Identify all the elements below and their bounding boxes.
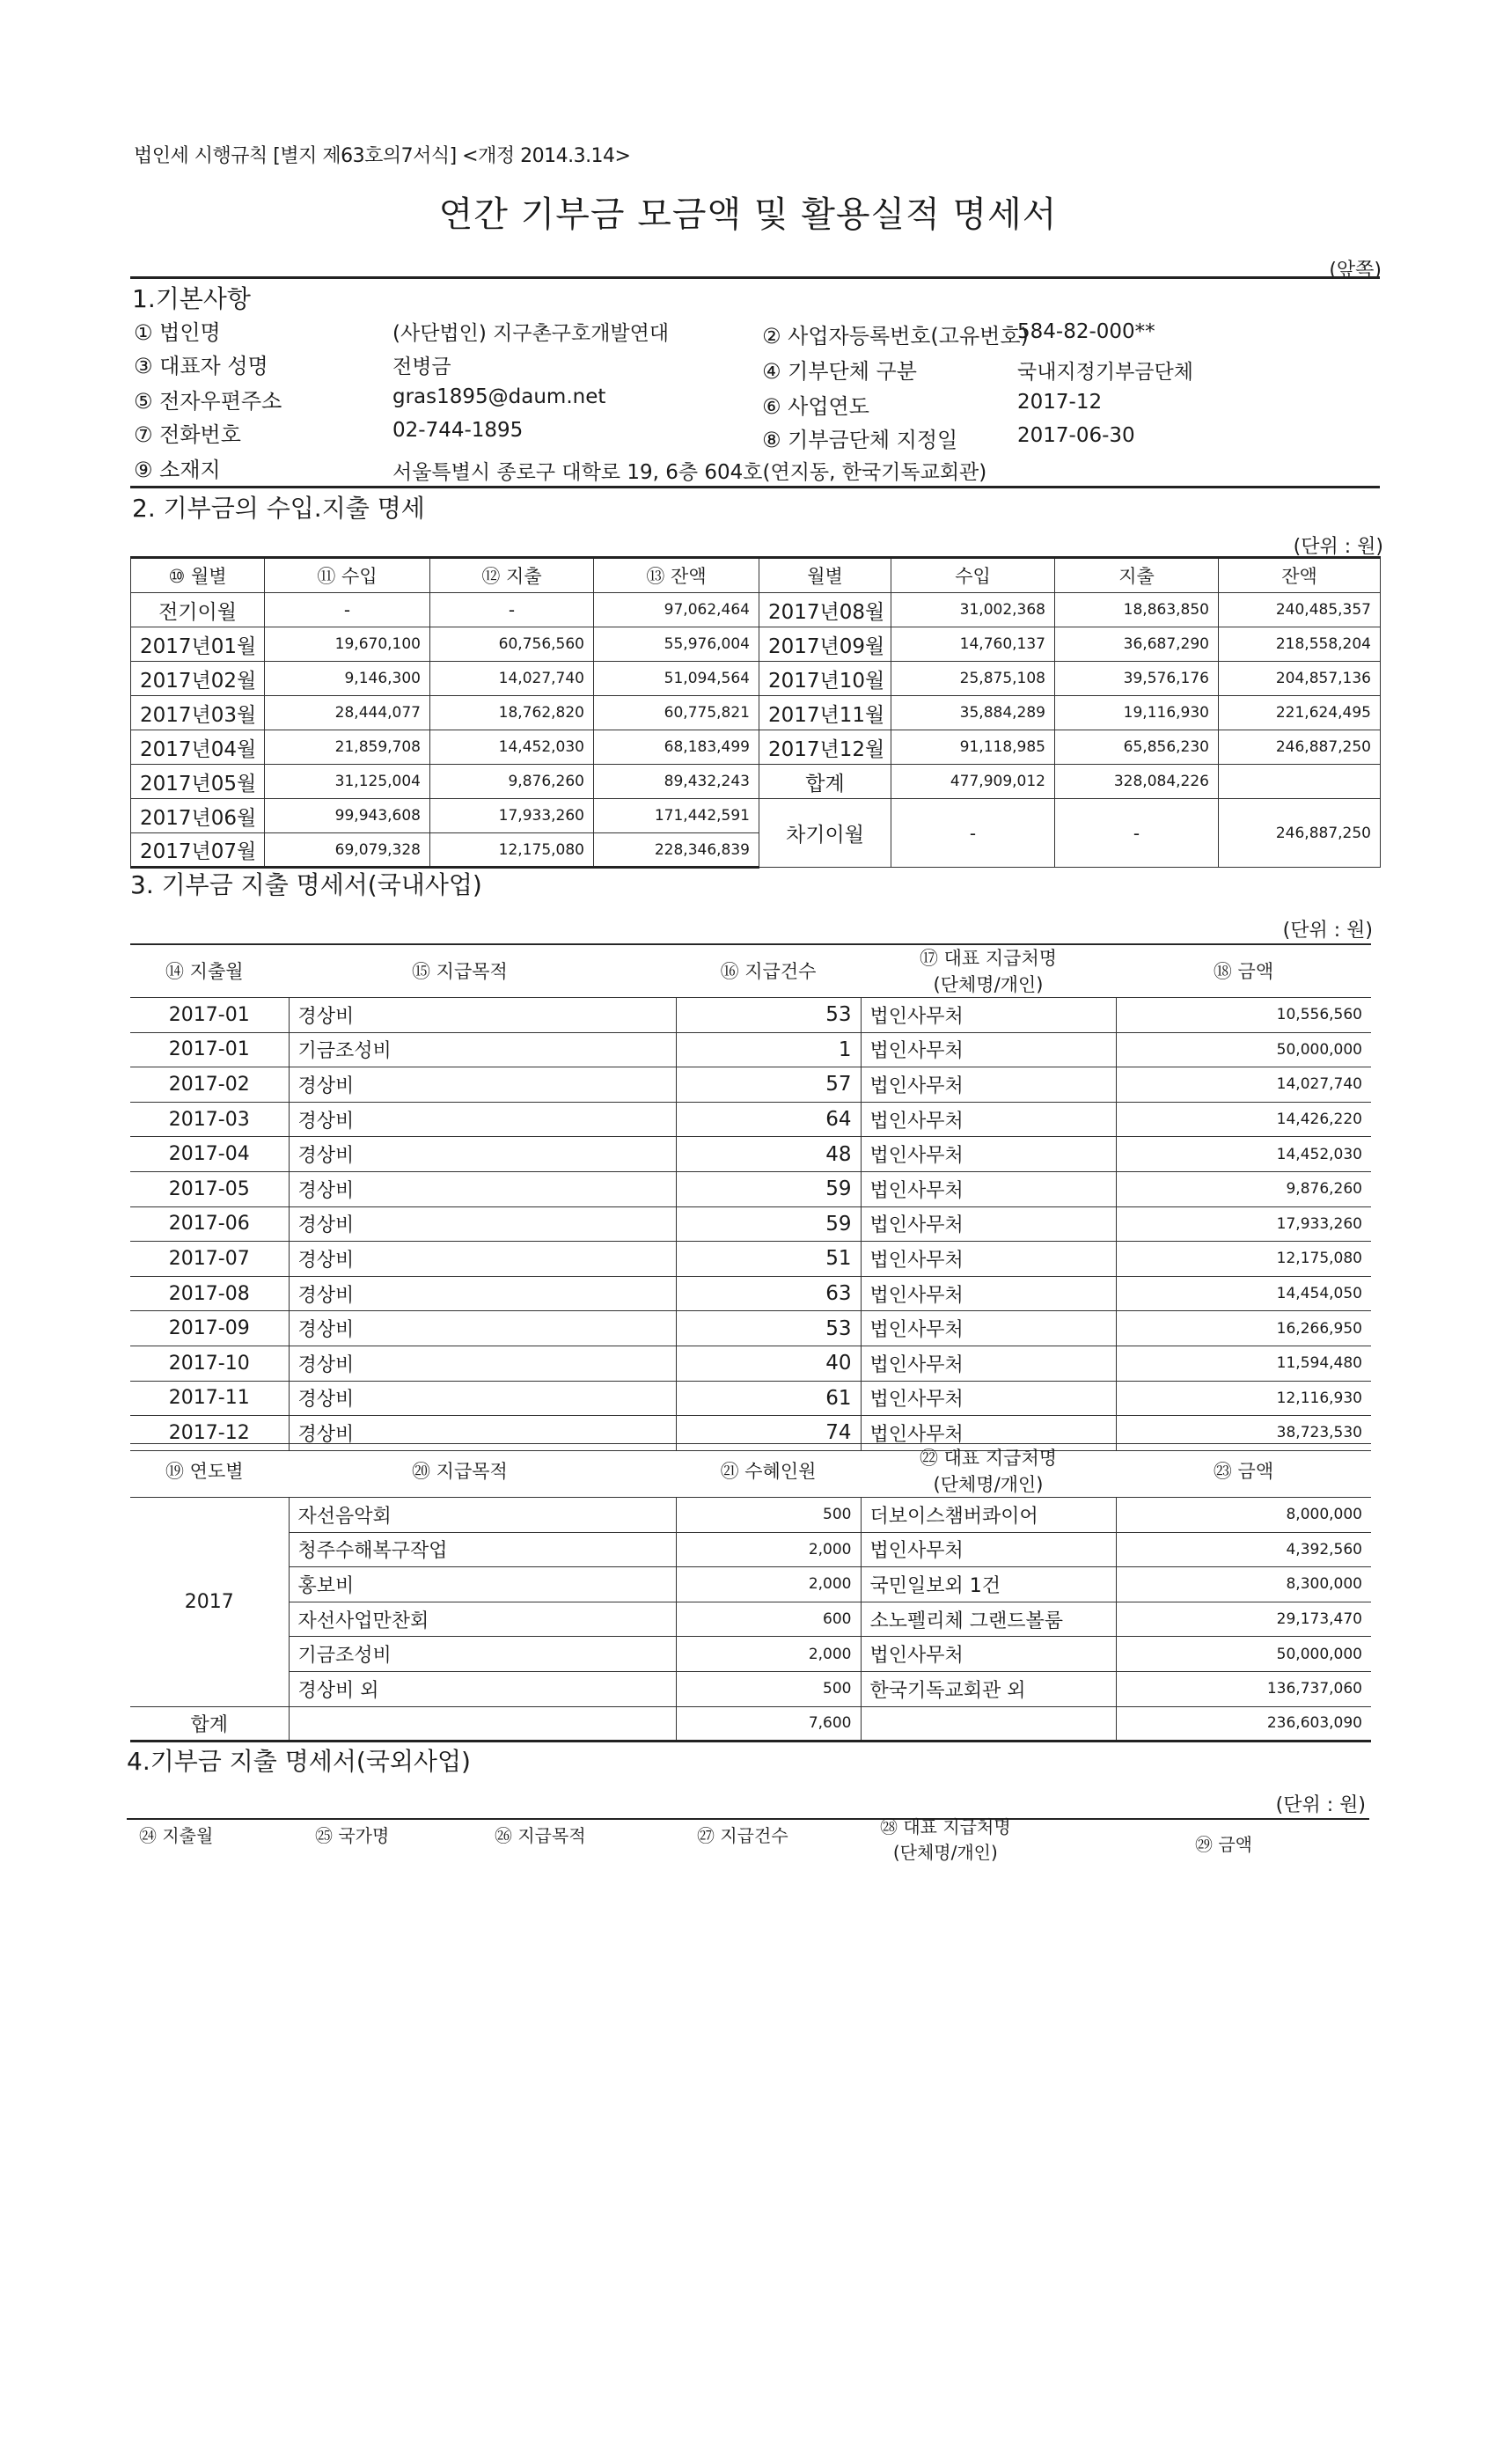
- income-cell: 31,125,004: [265, 765, 430, 799]
- expense-cell: 60,756,560: [430, 627, 594, 662]
- column-header: ㉔ 지출월: [139, 1825, 214, 1846]
- total-beneficiaries-cell: 7,600: [676, 1706, 861, 1742]
- total-row: [130, 1706, 1371, 1742]
- yearly-expense-table: [130, 1443, 1371, 1742]
- table-row: [130, 1637, 1371, 1672]
- count-cell: 53: [676, 998, 861, 1033]
- field-value: 서울특별시 종로구 대학로 19, 6층 604호(연지동, 한국기독교회관): [392, 461, 987, 484]
- amount-cell: 8,300,000: [1116, 1567, 1371, 1602]
- count-cell: 51: [676, 1242, 861, 1277]
- payee-cell: 소노펠리체 그랜드볼룸: [861, 1602, 1116, 1637]
- expense-cell: 14,027,740: [430, 662, 594, 696]
- amount-cell: 50,000,000: [1116, 1637, 1371, 1672]
- column-header: ⑱ 금액: [1116, 944, 1371, 998]
- purpose-cell: 경상비 외: [289, 1671, 676, 1706]
- total-label-cell: 합계: [130, 1706, 289, 1742]
- month-cell: 2017년10월: [759, 662, 891, 696]
- column-header: ㉖ 지급목적: [495, 1825, 586, 1846]
- income-cell: 99,943,608: [265, 799, 430, 833]
- purpose-cell: 경상비: [289, 1416, 676, 1451]
- unit-label: (단위 : 원): [1282, 920, 1373, 942]
- section1-title: 1.기본사항: [132, 284, 251, 313]
- payee-cell: 법인사무처: [861, 1416, 1116, 1451]
- expense-cell: 36,687,290: [1055, 627, 1219, 662]
- field-value: 전병금: [392, 356, 451, 378]
- purpose-cell: 경상비: [289, 1137, 676, 1172]
- amount-cell: 8,000,000: [1116, 1498, 1371, 1533]
- header-line: (단체명/개인): [892, 1842, 998, 1863]
- empty-cell: [289, 1706, 676, 1742]
- month-cell: 2017-02: [130, 1067, 289, 1103]
- expense-cell: -: [430, 593, 594, 627]
- balance-cell: 51,094,564: [594, 662, 759, 696]
- table-header-row: [130, 944, 1371, 998]
- count-cell: 48: [676, 1137, 861, 1172]
- balance-cell: 221,624,495: [1219, 696, 1381, 730]
- amount-cell: 14,027,740: [1116, 1067, 1371, 1103]
- field-value: 2017-06-30: [1017, 424, 1135, 447]
- payee-cell: 법인사무처: [861, 1311, 1116, 1346]
- beneficiaries-cell: 600: [676, 1602, 861, 1637]
- beneficiaries-cell: 2,000: [676, 1532, 861, 1567]
- month-cell: 2017년01월: [131, 627, 265, 662]
- table-row: [130, 1602, 1371, 1637]
- column-header: 수입: [891, 558, 1055, 593]
- divider: [127, 1818, 1369, 1820]
- purpose-cell: 청주수해복구작업: [289, 1532, 676, 1567]
- payee-cell: 법인사무처: [861, 1067, 1116, 1103]
- beneficiaries-cell: 500: [676, 1498, 861, 1533]
- month-cell: 2017-12: [130, 1416, 289, 1451]
- balance-cell: 204,857,136: [1219, 662, 1381, 696]
- column-header: 잔액: [1219, 558, 1381, 593]
- amount-cell: 14,426,220: [1116, 1102, 1371, 1137]
- purpose-cell: 경상비: [289, 1381, 676, 1416]
- table-row: [131, 799, 1381, 833]
- payee-cell: 법인사무처: [861, 1637, 1116, 1672]
- column-header: [861, 944, 1116, 998]
- balance-cell: 60,775,821: [594, 696, 759, 730]
- income-cell: 9,146,300: [265, 662, 430, 696]
- page-side-label: (앞쪽): [1329, 260, 1382, 282]
- balance-cell: 228,346,839: [594, 833, 759, 868]
- month-cell: 2017년08월: [759, 593, 891, 627]
- table-row: [130, 1567, 1371, 1602]
- amount-cell: 16,266,950: [1116, 1311, 1371, 1346]
- field-label: ⑦ 전화번호: [134, 422, 241, 447]
- table-row: [130, 1311, 1371, 1346]
- purpose-cell: 경상비: [289, 1311, 676, 1346]
- table-row: [130, 1206, 1371, 1242]
- table-row: [131, 593, 1381, 627]
- table-row: [130, 1067, 1371, 1103]
- month-cell: 전기이월: [131, 593, 265, 627]
- column-header: ⑭ 지출월: [130, 944, 289, 998]
- column-header: ㉓ 금액: [1116, 1444, 1371, 1498]
- expense-cell: 9,876,260: [430, 765, 594, 799]
- month-cell: 2017-10: [130, 1346, 289, 1381]
- month-cell: 2017년09월: [759, 627, 891, 662]
- carry-forward-label: 차기이월: [759, 799, 891, 868]
- month-cell: 2017-11: [130, 1381, 289, 1416]
- purpose-cell: 경상비: [289, 1102, 676, 1137]
- total-balance-cell: [1219, 765, 1381, 799]
- payee-cell: 법인사무처: [861, 1381, 1116, 1416]
- purpose-cell: 경상비: [289, 1206, 676, 1242]
- column-header: [861, 1444, 1116, 1498]
- month-cell: 2017년05월: [131, 765, 265, 799]
- income-cell: 19,670,100: [265, 627, 430, 662]
- balance-cell: 68,183,499: [594, 730, 759, 765]
- payee-cell: 더보이스챔버콰이어: [861, 1498, 1116, 1533]
- table-row: [130, 1171, 1371, 1206]
- table-row: [131, 627, 1381, 662]
- expense-cell: 65,856,230: [1055, 730, 1219, 765]
- field-value: 02-744-1895: [392, 419, 524, 442]
- unit-label: (단위 : 원): [1293, 536, 1383, 558]
- amount-cell: 14,454,050: [1116, 1276, 1371, 1311]
- field-label: ① 법인명: [134, 320, 221, 345]
- total-amount-cell: 236,603,090: [1116, 1706, 1371, 1742]
- month-cell: 2017-07: [130, 1242, 289, 1277]
- amount-cell: 38,723,530: [1116, 1416, 1371, 1451]
- payee-cell: 법인사무처: [861, 1532, 1116, 1567]
- count-cell: 40: [676, 1346, 861, 1381]
- count-cell: 53: [676, 1311, 861, 1346]
- carry-forward-income: -: [891, 799, 1055, 868]
- purpose-cell: 경상비: [289, 998, 676, 1033]
- table-row: [131, 730, 1381, 765]
- table-row: [131, 696, 1381, 730]
- total-income-cell: 477,909,012: [891, 765, 1055, 799]
- purpose-cell: 경상비: [289, 1171, 676, 1206]
- amount-cell: 9,876,260: [1116, 1171, 1371, 1206]
- year-cell: 2017: [130, 1498, 289, 1707]
- field-label: ⑥ 사업연도: [762, 394, 869, 419]
- field-label: ⑧ 기부금단체 지정일: [762, 428, 958, 452]
- balance-cell: 97,062,464: [594, 593, 759, 627]
- column-header: ㉗ 지급건수: [697, 1825, 788, 1846]
- count-cell: 63: [676, 1276, 861, 1311]
- field-value: 584-82-000**: [1017, 320, 1155, 343]
- purpose-cell: 자선사업만찬회: [289, 1602, 676, 1637]
- amount-cell: 14,452,030: [1116, 1137, 1371, 1172]
- header-line: (단체명/개인): [933, 1474, 1044, 1495]
- income-cell: 14,760,137: [891, 627, 1055, 662]
- income-expense-table: [130, 556, 1381, 869]
- section4-title: 4.기부금 지출 명세서(국외사업): [127, 1747, 471, 1776]
- column-header: 월별: [759, 558, 891, 593]
- expense-cell: 17,933,260: [430, 799, 594, 833]
- income-cell: 91,118,985: [891, 730, 1055, 765]
- income-cell: 31,002,368: [891, 593, 1055, 627]
- field-value: gras1895@daum.net: [392, 385, 606, 408]
- divider: [130, 486, 1380, 488]
- column-header: ⑳ 지급목적: [289, 1444, 676, 1498]
- header-line: (단체명/개인): [933, 974, 1044, 995]
- document-title: 연간 기부금 모금액 및 활용실적 명세서: [438, 194, 1058, 235]
- count-cell: 74: [676, 1416, 861, 1451]
- month-cell: 2017년02월: [131, 662, 265, 696]
- amount-cell: 136,737,060: [1116, 1671, 1371, 1706]
- purpose-cell: 홍보비: [289, 1567, 676, 1602]
- amount-cell: 29,173,470: [1116, 1602, 1371, 1637]
- unit-label: (단위 : 원): [1275, 1794, 1366, 1816]
- payee-cell: 법인사무처: [861, 1206, 1116, 1242]
- month-cell: 2017-01: [130, 1032, 289, 1067]
- month-cell: 2017-03: [130, 1102, 289, 1137]
- table-row: [130, 1032, 1371, 1067]
- month-cell: 2017-08: [130, 1276, 289, 1311]
- month-cell: 2017-09: [130, 1311, 289, 1346]
- header-line: ㉒ 대표 지급처명: [919, 1448, 1058, 1469]
- count-cell: 57: [676, 1067, 861, 1103]
- section2-title: 2. 기부금의 수입.지출 명세: [132, 494, 425, 523]
- count-cell: 1: [676, 1032, 861, 1067]
- income-cell: 25,875,108: [891, 662, 1055, 696]
- column-header: [880, 1813, 1011, 1864]
- expense-cell: 18,762,820: [430, 696, 594, 730]
- month-cell: 2017년04월: [131, 730, 265, 765]
- table-row: [130, 1532, 1371, 1567]
- column-header: ⑬ 잔액: [594, 558, 759, 593]
- column-header: ㉕ 국가명: [315, 1825, 390, 1846]
- field-value: 국내지정기부금단체: [1017, 361, 1193, 384]
- field-value: (사단법인) 지구촌구호개발연대: [392, 322, 670, 345]
- income-cell: 35,884,289: [891, 696, 1055, 730]
- table-row: [130, 1498, 1371, 1533]
- balance-cell: 171,442,591: [594, 799, 759, 833]
- expense-cell: 14,452,030: [430, 730, 594, 765]
- table-row: [130, 1242, 1371, 1277]
- column-header: ⑯ 지급건수: [676, 944, 861, 998]
- column-header: ⑲ 연도별: [130, 1444, 289, 1498]
- total-label-cell: 합계: [759, 765, 891, 799]
- month-cell: 2017-01: [130, 998, 289, 1033]
- table-row: [130, 1381, 1371, 1416]
- beneficiaries-cell: 2,000: [676, 1637, 861, 1672]
- table-row: [131, 765, 1381, 799]
- income-cell: 21,859,708: [265, 730, 430, 765]
- expense-cell: 39,576,176: [1055, 662, 1219, 696]
- payee-cell: 법인사무처: [861, 1102, 1116, 1137]
- month-cell: 2017년11월: [759, 696, 891, 730]
- month-cell: 2017년06월: [131, 799, 265, 833]
- purpose-cell: 경상비: [289, 1067, 676, 1103]
- form-identifier: 법인세 시행규칙 [별지 제63호의7서식] <개정 2014.3.14>: [134, 145, 631, 167]
- table-row: [130, 1137, 1371, 1172]
- balance-cell: 246,887,250: [1219, 730, 1381, 765]
- purpose-cell: 경상비: [289, 1346, 676, 1381]
- month-cell: 2017-05: [130, 1171, 289, 1206]
- table-header-row: [130, 1444, 1371, 1498]
- carry-forward-expense: -: [1055, 799, 1219, 868]
- month-cell: 2017년07월: [131, 833, 265, 868]
- balance-cell: 89,432,243: [594, 765, 759, 799]
- field-label: ② 사업자등록번호(고유번호): [762, 324, 1029, 348]
- column-header: ⑪ 수입: [265, 558, 430, 593]
- expense-cell: 18,863,850: [1055, 593, 1219, 627]
- table-row: [130, 998, 1371, 1033]
- month-cell: 2017-04: [130, 1137, 289, 1172]
- carry-forward-balance: 246,887,250: [1219, 799, 1381, 868]
- balance-cell: 240,485,357: [1219, 593, 1381, 627]
- beneficiaries-cell: 500: [676, 1671, 861, 1706]
- field-label: ④ 기부단체 구분: [762, 359, 917, 384]
- payee-cell: 법인사무처: [861, 1276, 1116, 1311]
- payee-cell: 법인사무처: [861, 1137, 1116, 1172]
- table-row: [130, 1346, 1371, 1381]
- purpose-cell: 경상비: [289, 1276, 676, 1311]
- field-value: 2017-12: [1017, 391, 1103, 414]
- field-label: ⑨ 소재지: [134, 458, 221, 482]
- payee-cell: 법인사무처: [861, 1032, 1116, 1067]
- column-header: ㉙ 금액: [1195, 1834, 1252, 1855]
- payee-cell: 법인사무처: [861, 998, 1116, 1033]
- field-label: ③ 대표자 성명: [134, 354, 268, 378]
- amount-cell: 12,116,930: [1116, 1381, 1371, 1416]
- column-header: ㉑ 수혜인원: [676, 1444, 861, 1498]
- payee-cell: 국민일보외 1건: [861, 1567, 1116, 1602]
- field-label: ⑤ 전자우편주소: [134, 389, 282, 414]
- table-row: [130, 1671, 1371, 1706]
- table-row: [130, 1276, 1371, 1311]
- amount-cell: 10,556,560: [1116, 998, 1371, 1033]
- balance-cell: 218,558,204: [1219, 627, 1381, 662]
- count-cell: 64: [676, 1102, 861, 1137]
- domestic-expense-table: [130, 943, 1371, 1451]
- income-cell: 28,444,077: [265, 696, 430, 730]
- payee-cell: 한국기독교회관 외: [861, 1671, 1116, 1706]
- income-cell: -: [265, 593, 430, 627]
- beneficiaries-cell: 2,000: [676, 1567, 861, 1602]
- month-cell: 2017년12월: [759, 730, 891, 765]
- table-row: [131, 662, 1381, 696]
- amount-cell: 11,594,480: [1116, 1346, 1371, 1381]
- table-header-row: [131, 558, 1381, 593]
- divider: [130, 276, 1380, 279]
- month-cell: 2017-06: [130, 1206, 289, 1242]
- income-cell: 69,079,328: [265, 833, 430, 868]
- count-cell: 59: [676, 1171, 861, 1206]
- count-cell: 61: [676, 1381, 861, 1416]
- empty-cell: [861, 1706, 1116, 1742]
- purpose-cell: 경상비: [289, 1242, 676, 1277]
- total-expense-cell: 328,084,226: [1055, 765, 1219, 799]
- balance-cell: 55,976,004: [594, 627, 759, 662]
- column-header: ⑩ 월별: [131, 558, 265, 593]
- payee-cell: 법인사무처: [861, 1171, 1116, 1206]
- amount-cell: 50,000,000: [1116, 1032, 1371, 1067]
- column-header: ⑮ 지급목적: [289, 944, 676, 998]
- amount-cell: 12,175,080: [1116, 1242, 1371, 1277]
- header-line: ⑰ 대표 지급처명: [919, 948, 1058, 969]
- payee-cell: 법인사무처: [861, 1242, 1116, 1277]
- expense-cell: 12,175,080: [430, 833, 594, 868]
- purpose-cell: 자선음악회: [289, 1498, 676, 1533]
- purpose-cell: 기금조성비: [289, 1032, 676, 1067]
- payee-cell: 법인사무처: [861, 1346, 1116, 1381]
- table-row: [130, 1102, 1371, 1137]
- column-header: 지출: [1055, 558, 1219, 593]
- month-cell: 2017년03월: [131, 696, 265, 730]
- amount-cell: 17,933,260: [1116, 1206, 1371, 1242]
- section3-title: 3. 기부금 지출 명세서(국내사업): [130, 870, 482, 899]
- column-header: ⑫ 지출: [430, 558, 594, 593]
- amount-cell: 4,392,560: [1116, 1532, 1371, 1567]
- header-line: ㉘ 대표 지급처명: [880, 1816, 1011, 1837]
- count-cell: 59: [676, 1206, 861, 1242]
- expense-cell: 19,116,930: [1055, 696, 1219, 730]
- purpose-cell: 기금조성비: [289, 1637, 676, 1672]
